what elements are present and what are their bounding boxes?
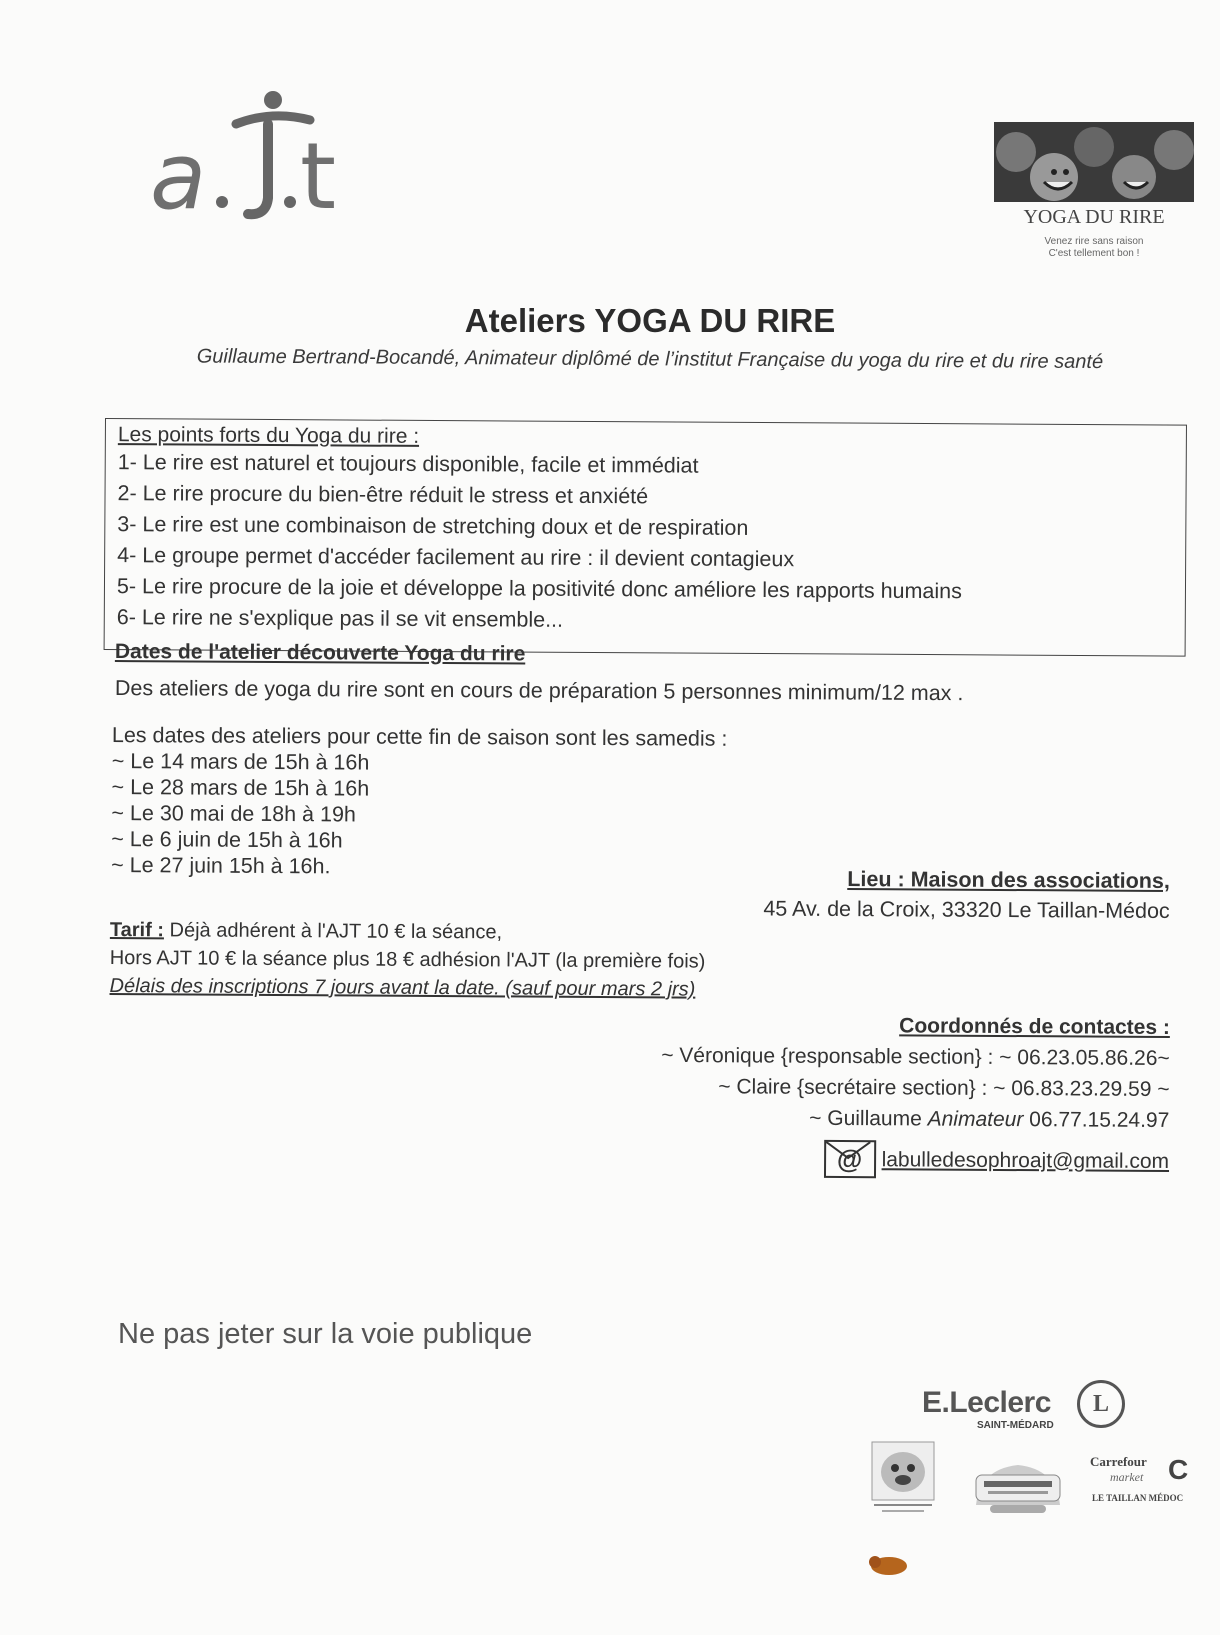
email-row xyxy=(559,1138,1169,1180)
tarif-label: Tarif : xyxy=(109,918,165,942)
list-item: 6- Le rire ne s'explique pas il se vit ensemble... xyxy=(116,605,564,632)
dog-icon xyxy=(868,1440,938,1520)
dog-sponsor-logo xyxy=(868,1440,938,1520)
leclerc-sub: SAINT-MÉDARD xyxy=(977,1420,1054,1431)
svg-text:t: t xyxy=(300,123,337,230)
laughing-faces-image xyxy=(994,122,1194,202)
page-subtitle: Guillaume Bertrand-Bocandé, Animateur diplômé de l’institut Française du yoga du rire et du rire santé xyxy=(196,345,1104,374)
contacts-heading: Coordonnés de contactes : xyxy=(899,1014,1170,1039)
at-sign: @ xyxy=(836,1143,863,1174)
carrefour-market: market xyxy=(1110,1470,1144,1484)
list-item: ~ Le 28 mars de 15h à 16h xyxy=(111,774,370,801)
lieu-block xyxy=(690,863,1170,926)
ajt-logo-graphic xyxy=(150,90,370,230)
credit-mutuel-logo xyxy=(970,1455,1066,1521)
list-item: 3- Le rire est une combinaison de stretching doux et de respiration xyxy=(117,512,749,540)
list-item: 1- Le rire est naturel et toujours disponible, facile et immédiat xyxy=(117,450,699,478)
carrefour-market-logo xyxy=(1088,1450,1198,1510)
leclerc-icon: L xyxy=(1077,1380,1125,1428)
carrefour-location: LE TAILLAN MÉDOC xyxy=(1092,1493,1184,1503)
badge-title: YOGA DU RIRE xyxy=(1023,206,1165,228)
points-forts-box xyxy=(104,418,1187,657)
leclerc-logo xyxy=(922,1380,1132,1450)
list-item: 5- Le rire procure de la joie et développe la positivité donc améliore les rapports humains xyxy=(116,574,962,604)
lieu-address: 45 Av. de la Croix, 33320 Le Taillan-Médoc xyxy=(763,896,1170,923)
tarif-block xyxy=(109,916,909,1005)
contact-guillaume xyxy=(559,1101,1169,1136)
points-heading: Les points forts du Yoga du rire : xyxy=(117,423,420,448)
email-icon xyxy=(824,1140,876,1178)
list-item: ~ Le 6 juin de 15h à 16h xyxy=(111,826,343,853)
contact-veronique: ~ Véronique {responsable section} : ~ 06.23.05.86.26~ xyxy=(661,1043,1170,1070)
dates-list xyxy=(111,722,727,882)
laughing-faces-graphic xyxy=(994,122,1194,202)
points-list xyxy=(117,447,963,638)
list-item: 2- Le rire procure du bien-être réduit le stress et anxiété xyxy=(117,481,649,509)
badge-subtitle-line1: Venez rire sans raison xyxy=(1044,236,1144,247)
badge-subtitle-line2: C'est tellement bon ! xyxy=(1048,248,1140,259)
leclerc-name: E.Leclerc xyxy=(922,1386,1051,1419)
list-item: 4- Le groupe permet d'accéder facilement au rire : il devient contagieux xyxy=(117,543,795,572)
footer-note: Ne pas jeter sur la voie publique xyxy=(118,1318,533,1350)
bird-icon xyxy=(865,1552,911,1578)
bird-sponsor-logo xyxy=(865,1552,911,1578)
contact-guillaume-role: Animateur xyxy=(927,1107,1024,1132)
lieu-heading: Lieu : Maison des associations, xyxy=(847,867,1170,893)
email-link[interactable]: labulledesophroajt@gmail.com xyxy=(881,1147,1170,1173)
tarif-deadline: Délais des inscriptions 7 jours avant la date. (sauf pour mars 2 jrs) xyxy=(109,974,696,1001)
yoga-du-rire-badge xyxy=(994,122,1194,272)
carrefour-icon: C xyxy=(1168,1454,1189,1485)
ajt-logo xyxy=(150,90,370,230)
contact-guillaume-prefix: ~ Guillaume xyxy=(809,1106,928,1131)
list-item: ~ Le 27 juin 15h à 16h. xyxy=(111,852,331,879)
dates-intro xyxy=(115,675,1035,708)
contact-claire: ~ Claire {secrétaire section} : ~ 06.83.23.29.59 ~ xyxy=(718,1075,1170,1101)
list-item: ~ Le 14 mars de 15h à 16h xyxy=(111,748,370,775)
tarif-line2: Hors AJT 10 € la séance plus 18 € adhésion l'AJT (la première fois) xyxy=(109,946,706,973)
contacts-block xyxy=(559,1008,1170,1180)
badge-subtitle xyxy=(994,236,1194,260)
contact-guillaume-phone: 06.77.15.24.97 xyxy=(1023,1108,1170,1132)
svg-text:a: a xyxy=(150,123,207,230)
carrefour-name: Carrefour xyxy=(1090,1454,1147,1469)
dates-heading: Dates de l'atelier découverte Yoga du rire xyxy=(114,640,526,666)
page-title: Ateliers YOGA DU RIRE xyxy=(464,302,836,339)
tarif-line1: Déjà adhérent à l'AJT 10 € la séance, xyxy=(169,919,503,944)
dates-intro-line1: Des ateliers de yoga du rire sont en cours de préparation 5 personnes minimum/12 max . xyxy=(114,676,964,706)
dates-intro-line2: Les dates des ateliers pour cette fin de saison sont les samedis : xyxy=(111,723,728,751)
credit-mutuel-icon xyxy=(970,1455,1066,1521)
list-item: ~ Le 30 mai de 18h à 19h xyxy=(111,800,356,827)
